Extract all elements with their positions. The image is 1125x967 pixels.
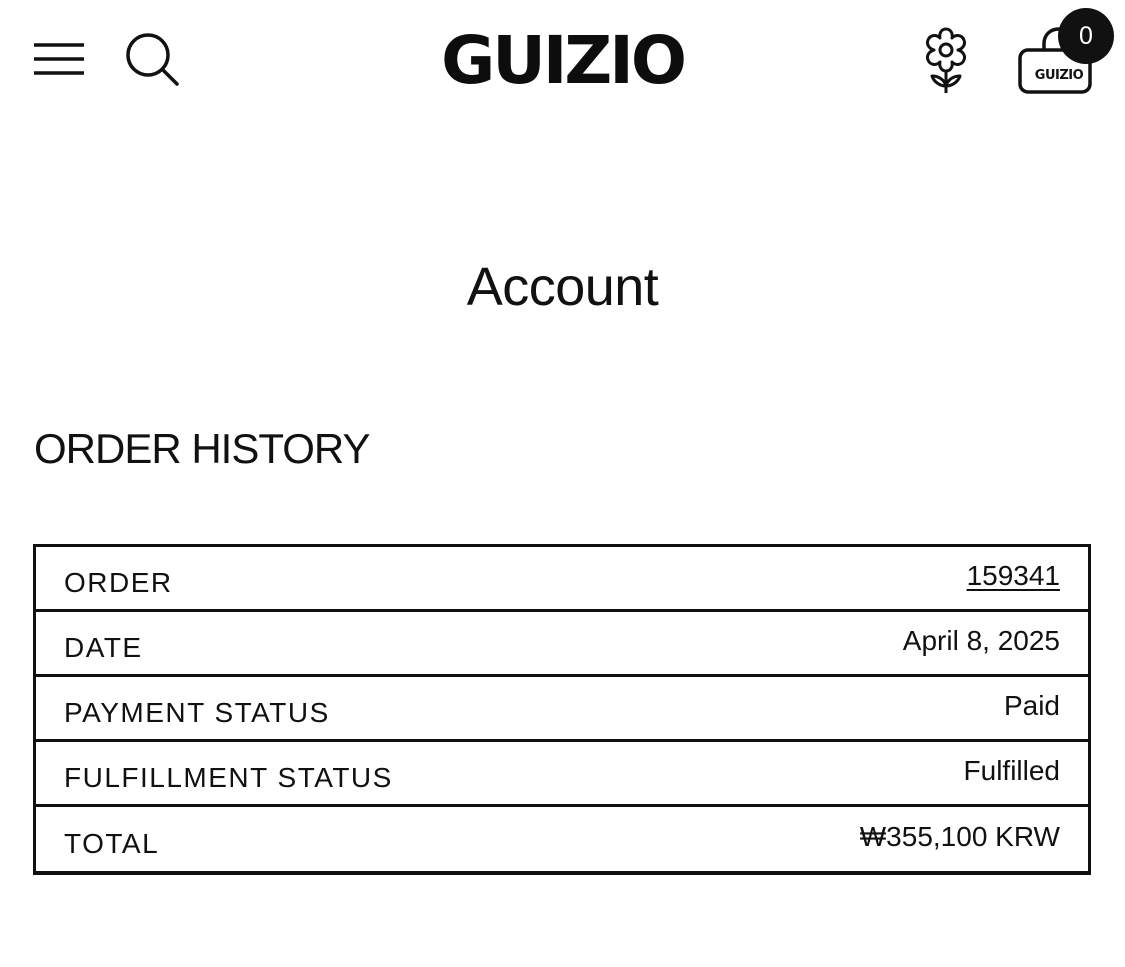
page-title: Account [466, 257, 659, 317]
payment-status-value: Paid [1003, 690, 1060, 721]
total-label: TOTAL [64, 828, 160, 859]
flower-icon [918, 24, 974, 96]
order-number-row [36, 547, 1088, 612]
order-details-table [33, 544, 1091, 875]
fulfillment-status-row [36, 742, 1088, 807]
total-value: ₩355,100 KRW [859, 821, 1060, 852]
date-value: April 8, 2025 [902, 625, 1060, 656]
fulfillment-status-value: Fulfilled [963, 755, 1060, 786]
site-header [0, 0, 1125, 120]
order-date-row [36, 612, 1088, 677]
total-row [36, 807, 1088, 871]
cart-count-badge: 0 [1058, 8, 1114, 64]
order-number-link[interactable]: 159341 [966, 560, 1060, 591]
wishlist-button[interactable] [918, 24, 974, 96]
fulfillment-status-label: FULFILLMENT STATUS [64, 762, 393, 793]
payment-status-label: PAYMENT STATUS [64, 697, 330, 728]
cart-bag-label: GUIZIO [1034, 68, 1084, 83]
order-label: ORDER [64, 567, 173, 598]
brand-logo[interactable]: GUIZIO [441, 22, 684, 99]
cart-button[interactable] [1014, 8, 1118, 98]
date-label: DATE [64, 632, 143, 663]
payment-status-row [36, 677, 1088, 742]
order-history-heading: ORDER HISTORY [34, 425, 370, 472]
